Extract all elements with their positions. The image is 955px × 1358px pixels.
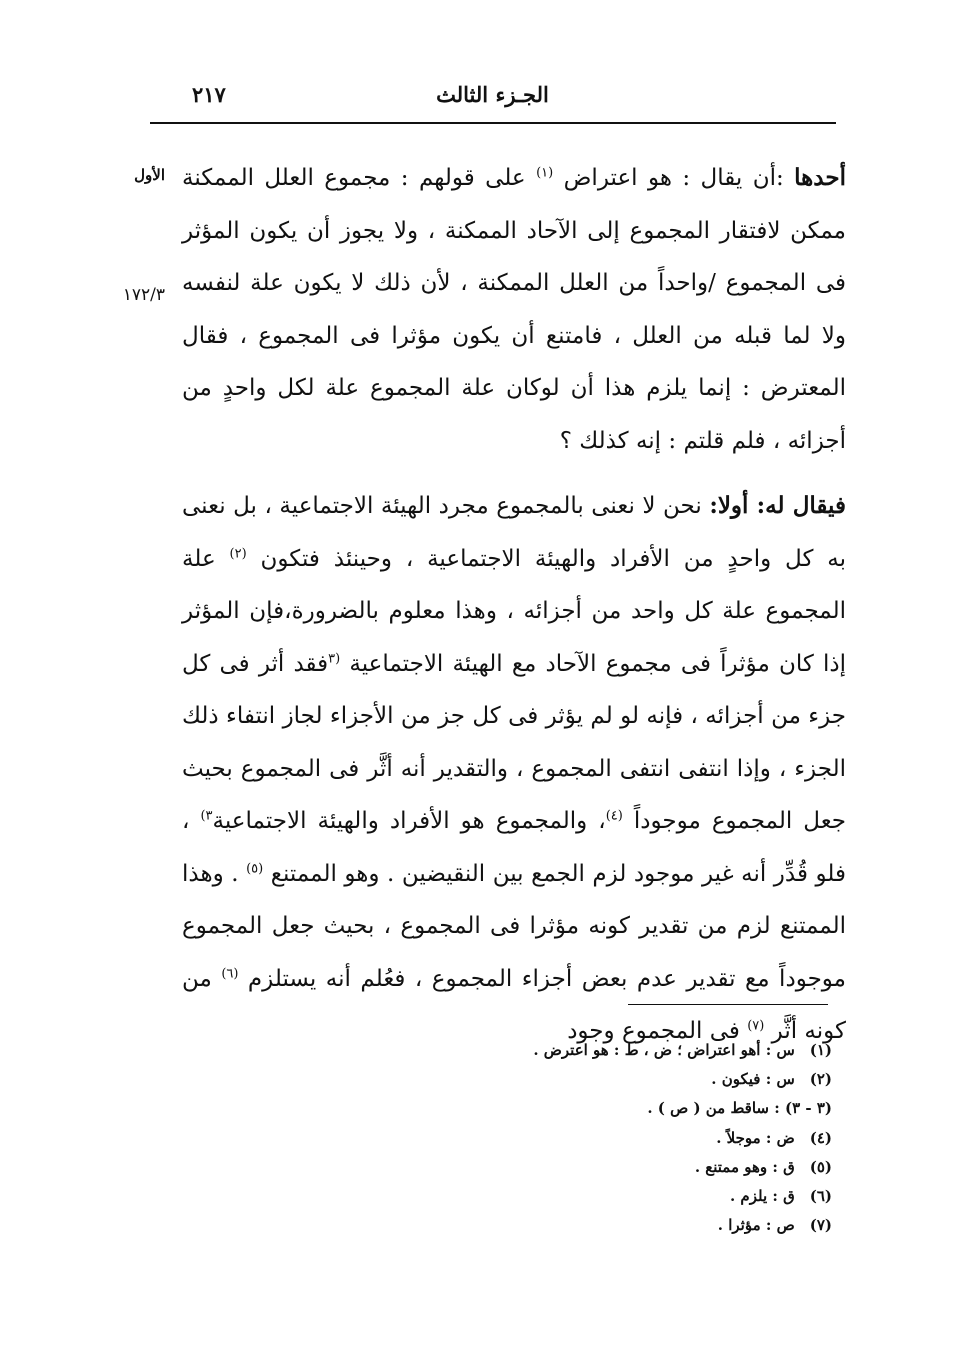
footnote-item — [300, 1182, 832, 1211]
text-segment: :أن يقال : هو اعتراض — [553, 165, 795, 191]
text-segment: من كونه أثَّر — [182, 965, 846, 1044]
footnote-ref: (٤) — [605, 808, 623, 824]
main-text — [182, 152, 846, 1058]
paragraph-1 — [182, 152, 846, 467]
page-header — [150, 80, 835, 116]
footnote-text: ض : موجلاً . — [716, 1128, 795, 1147]
text-segment: نحن لا نعنى بالمجموع مجرد الهيئة الاجتماعية ، بل نعنى به كل واحدٍ من الأفراد والهيئة الاجتماعية ، وحينئذ فتكون — [182, 493, 846, 572]
paragraph-lead: أحدها — [794, 164, 846, 191]
text-segment: فى المجموع وجود — [567, 1018, 748, 1044]
page-number: ٢١٧ — [192, 82, 226, 107]
footnote-item — [300, 1036, 832, 1065]
footnotes — [300, 1036, 832, 1240]
footnote-text: : ساقط من ( ص ) . — [647, 1099, 780, 1118]
footnote-ref: (٢) — [229, 545, 247, 561]
footnote-ref: (٣ — [328, 650, 341, 666]
footnote-ref: (٦) — [221, 965, 239, 981]
footnote-ref: ٣) — [200, 808, 213, 824]
footnote-number: (٦) — [809, 1187, 832, 1206]
paragraph-lead: فيقال له: أولا: — [709, 492, 846, 519]
text-segment: . وهذا الممتنع لزم من تقدير كونه مؤثرا فى المجموع ، بحيث جعل المجموع موجوداً مع تقدير عدم بعض أجزاء المجموع ، فعُلم أنه يستلزم — [182, 860, 846, 992]
footnote-ref: (٧) — [747, 1018, 765, 1034]
footnote-number: (٣ - ٣) — [784, 1099, 832, 1118]
footnote-text: س : فيكون . — [711, 1070, 795, 1089]
text-segment: علة المجموع علة كل واحد من أجزائه ، وهذا معلوم بالضرورة،فإن المؤثر إذا كان مؤثراً فى مجموع الآحاد مع الهيئة الاجتماعية — [182, 545, 846, 677]
footnote-item — [300, 1065, 832, 1094]
text-segment: ، فلو قُدِّر أنه غير موجود لزم الجمع بين النقيضين . وهو الممتنع — [182, 808, 846, 887]
footnote-number: (٤) — [809, 1128, 832, 1147]
footnote-item — [300, 1124, 832, 1153]
footnote-text: ق : وهو ممتنع . — [694, 1157, 795, 1176]
footnote-number: (١) — [809, 1041, 832, 1059]
footnote-number: (٥) — [809, 1157, 832, 1176]
footnote-item — [300, 1094, 832, 1123]
footnote-text: ص : مؤثرا . — [717, 1216, 795, 1235]
running-title: الجـزء الثالث — [436, 82, 549, 107]
margin-manuscript-ref: ١٧٢/٣ — [122, 285, 165, 305]
footnote-ref: (٥) — [246, 860, 264, 876]
header-rule — [150, 122, 836, 124]
footnote-text: س : أهو اعتراض ؛ ض ، ط : هو اعترض . — [533, 1041, 795, 1059]
footnote-number: (٧) — [809, 1216, 832, 1235]
footnote-rule — [628, 1004, 828, 1005]
footnote-item — [300, 1153, 832, 1182]
text-segment: ، والمجموع هو الأفراد والهيئة الاجتماعية — [212, 808, 606, 834]
text-segment: على قولهم : مجموع العلل الممكنة ممكن لافتقار المجموع إلى الآحاد الممكنة ، ولا يجوز أن يكون المؤثر فى المجموع /واحداً من العلل الممكنة ، لأن ذلك لا يكون علة لنفسه ولا لما قبله من العلل ، فامتنع أن يكون مؤثرا فى المجموع ، فقال المعترض : إنما يلزم هذا أن لوكان علة المجموع علة لكل واحدٍ من أجزائه ، فلم قلتم : إنه كذلك ؟ — [182, 165, 846, 454]
footnote-text: ق : يلزم . — [729, 1187, 795, 1206]
paragraph-2 — [182, 480, 846, 1058]
footnote-number: (٢) — [809, 1070, 832, 1089]
margin-label-first: الأول — [134, 166, 165, 184]
footnote-item — [300, 1211, 832, 1240]
text-segment: فقد أثر فى كل جزء من أجزائه ، فإنه لو لم يؤثر فى كل جز من الأجزاء لجاز انتفاء ذلك الجزء ، وإذا انتفى انتفى المجموع ، والتقدير أنه أثَّر فى المجموع بحيث جعل المجموع موجوداً — [182, 650, 847, 834]
footnote-ref: (١) — [536, 165, 554, 181]
